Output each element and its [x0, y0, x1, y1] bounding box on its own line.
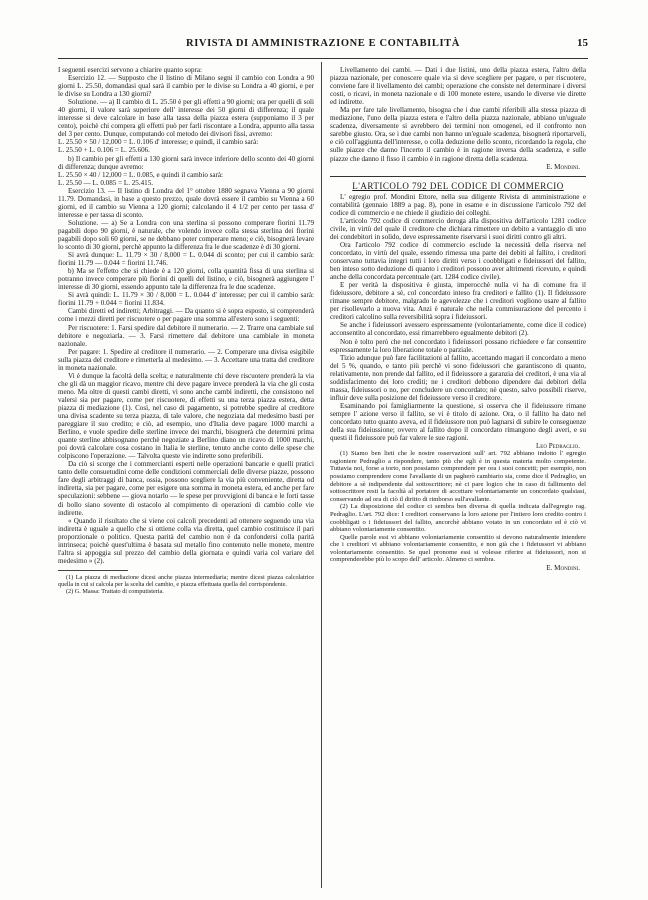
paragraph: I seguenti esercizi servono a chiarire quanto sopra: [58, 66, 202, 74]
header-rule [58, 58, 588, 59]
formula-line: L. 25.50 + L. 0.106 = L. 25.606. [58, 146, 150, 155]
paragraph: Non è tolto però che nel concordato i fideiussori possano richiedere e far consentire espressamente la loro liberazione totale o parziale. [330, 337, 586, 354]
paragraph: Esercizio 13. — Il listino di Londra del 1° ottobre 1880 segnava Vienna a 90 giorni 11.79. Domandasi, in base a questo prezzo, quale dovrà essere il cambio su Vienna a 60 giorni, ed il cambio su Vienna a 120 giorni; calcolando il 4 1/2 per cento per tassa d' interesse e per tassa di sconto. [58, 186, 314, 219]
paragraph: b) Ma se l'effetto che si chiede è a 120 giorni, colla quantità fissa di una sterlina si potranno invece comperare più fiorini di quelli del listino, e ciò, bisognerà aggiungere l' interesse di 30 giorni, essendo appunto tale la differenza fra le due scadenze. [58, 267, 314, 292]
signature: E. Mondini. [546, 162, 580, 171]
footnote: (2) G. Massa: Trattato di computisteria. [66, 587, 164, 595]
paragraph: Da ciò si scorge che i commercianti esperti nelle operazioni bancarie e quelli pratici tanto delle consuetudini come delle condizioni commerciali delle diverse piazze, possono fare degli arbitraggi di banca, ossia, possono scegliere la via più conveniente, diretta od indiretta, sia per pagare, come per esigere una somma in moneta estera, ed anche per fare speculazioni: sebbene — giova notarlo — le spese per provvigioni di banca e le forti tasse di bollo siano sovente di ostacolo al compimento di operazioni di cambio colle vie indirette. [58, 460, 314, 517]
paragraph: Esercizio 12. — Supposto che il listino di Milano segni il cambio con Londra a 90 giorni L. 25.50, domandasi qual sarà il cambio per le divise su Londra a 40 giorni, e per le divise su Londra a 130 giorni? [58, 74, 314, 99]
paragraph: Per pagare: 1. Spedire al creditore il numerario. — 2. Comperare una divisa esigibile sulla piazza del creditore e rimetterla al medesimo. — 3. Accettare una tratta del creditore in moneta nazionale. [58, 347, 314, 372]
journal-title: RIVISTA DI AMMINISTRAZIONE E CONTABILITÀ [186, 38, 460, 49]
paragraph: L'articolo 792 codice di commercio deroga alla dispositiva dell'articolo 1281 codice civile, in virtù del quale il creditore che dichiara rimettere un debito a vantaggio di uno dei condebitori in solido, deve espressamente riservarsi i suoi diritti contro gli altri. [330, 216, 586, 241]
left-column [58, 66, 314, 595]
paragraph: Per riscuotere: 1. Farsi spedire dal debitore il numerario. — 2. Trarre una cambiale sul debitore e negoziarla. — 3. Farsi rimettere dal debitore una cambiale in moneta nazionale. [58, 323, 314, 348]
signature: E. Mondini. [546, 564, 580, 573]
paragraph: Esaminando poi famigliarmente la questione, si osserva che il fideiussore rimane sempre l' azione verso il fallito, se vi è titolo di azione. Ora, o il fallito ha dato nel concordato tutto quanto aveva, ed il fideiussore non può lagnarsi di subire le conseguenze della sua fideiussione; ovvero al fallito dopo il concordato rimangono degli averi, e su questi il fideiussore può far valere le sue ragioni. [330, 401, 586, 443]
paragraph: Vi è dunque la facoltà della scelta; e naturalmente chi deve riscuotere prenderà la via che gli dà un maggior ricavo, mentre chi deve pagare invece prenderà la via che gli costa meno. Ma oltre di questi cambi diretti, vi sono anche cambi indiretti, che consistono nel valersi sia per pagare, come per riscuotere, di effetti su una terza piazza estera, detta piazza di mediazione (1). Così, nel caso di pagamento, si potrebbe spedire al creditore una divisa scadente su terza piazza, di tale valore, che negoziata dal medesimo basti per pareggiare il suo credito; e ciò, ad esempio, uno d'Italia deve pagare 1000 marchi a Berlino, e vuole spedire delle sterline invece dei marchi, bisognerà che determini prima quante sterline abbisognano perchè negoziate a Berlino diano un ricavo di 1000 marchi, poi dovrà calcolare cosa costano in Italia le sterline, tenuto anche conto delle spese che colpiscono l'operazione. — Talvolta queste vie indirette sono preferibili. [58, 371, 314, 461]
paragraph: Ma per fare tale livellamento, bisogna che i due cambi riferibili alla stessa piazza di mediazione, l'uno della piazza estera e l'altro della piazza nazionale, abbiano un'uguale scadenza, diversamente si avrebbero dei termini non omogenei, ed il confronto non sarebbe giusto. Ora, se i due cambi non hanno un'eguale scadenza, bisognerà riportarveli, e ciò coll'aggiunta dell'interesse, o colla deduzione dello sconto, ricordando la regola, che sulle piazze che danno l'incerto il cambio è in ragione inversa della scadenza, e sulle piazze che danno il fisso il cambio è in ragione diretta della scadenza. [330, 106, 586, 163]
formula-line: Si avrà dunque: L. 11.79 × 30 / 8,000 = L. 0.044 di sconto; per cui il cambio sarà: fiorini 11.79 — 0.044 = fiorini 11.746. [58, 251, 314, 268]
paragraph: (2) La disposizione del codice ci sembra ben diversa di quella indicata dall'egregio rag. Pedraglio. L'art. 792 dice: I creditori conservano la loro azione per l'intiero loro credito contro i coobbligati o i fideiussori del fallito, ancorchè abbiano votato in un concordato ed è ciò vi abbiano volontariamente consentito. [330, 503, 586, 534]
right-column [330, 66, 586, 572]
footnotes [58, 574, 314, 595]
footnote: (1) La piazza di mediazione dicesi anche piazza intermediaria; mentre dicesi piazza calcolatrice quella in cui si calcola per la scelta del cambio, e piazza effettuata quella del corrispondente. [58, 573, 314, 588]
paragraph: E per verità la dispositiva è giusta, imperocchè nulla vi ha di comune fra il fideiussore, debitore a sè, col concordato inteso fra creditori e fallito (1). Il fideiussore rimane sempre debitore, malgrado le agevolezze che i creditori vogliono usare al fallito per risollevarlo a nuova vita. Anzi è naturale che nella commisurazione del percento i creditori calcolino sulla reversibilità sopra i fideiussori. [330, 281, 586, 322]
paragraph: Cambi diretti ed indiretti; Arbitraggi. — Da quanto si è sopra esposto, si comprenderà come i mezzi diretti per riscuotere o per pagare una somma all'estero sono i seguenti: [58, 307, 314, 324]
section-rule [330, 176, 586, 177]
formula-line: L. 25.50 × 50 / 12,000 = L. 0.106 d' interesse; e quindi, il cambio sarà: [58, 138, 259, 147]
paragraph: Se anche i fideiussori avessero espressamente (volontariamente, come dice il codice) acconsentito al concordato, essi rimarrebbero egualmente debitori (2). [330, 321, 586, 338]
editor-notes [330, 450, 586, 564]
page-header [58, 38, 588, 54]
paragraph: « Quando il risultato che si viene coi calcoli precedenti ad ottenere seguendo una via indiretta è uguale a quello che si ottiene colla via diretta, quel cambio costituisce il pari proporzionale o politico. Questa parità del cambio non è da confondersi colla parità intrinseca; poichè quest'ultima è basata sul metallo fino contenuto nelle monete, mentre l'altra si appoggia sul prezzo del cambio della giornata e quindi varia col variare del medesimo » (2). [58, 516, 314, 565]
paragraph: (1) Siamo ben lieti che le nostre osservazioni sull' art. 792 abbiano indotto l' egregio ragioniere Pedraglio a rispondere, tanto più che egli è in questa materia molto competente. Tuttavia noi, forse a torto, non possiamo comprendere per ora i suoi concetti; per esempio, non possiamo comprendere come l'avallante di un pagherò cambiario sia, come dice il Pedraglio, un debitore a sè indipendente dal sottoscrittore; nè ci pare logico che in caso di fallimento del sottoscrittore resti la facoltà al portatore di accettare volontariamente un concordato qualsiasi, conservando ad ora di ciò il diritto di rimborso sull'avallante. [330, 450, 586, 503]
paragraph: b) Il cambio per gli effetti a 130 giorni sarà invece inferiore dello sconto dei 40 giorni di differenza; dunque avremo: [58, 154, 314, 171]
formula-line: Si avrà quindi: L. 11.79 × 30 / 8,000 = L. 0.044 d' interesse; per cui il cambio sarà: fiorini 11.79 + 0.044 = fiorini 11.834. [58, 291, 314, 308]
paragraph: Livellamento dei cambi. — Dati i due listini, uno della piazza estera, l'altro della piazza nazionale, per conoscere quale via si deve scegliere per pagare, o per riscuotere, conviene fare il livellamento dei cambi; operazione che consiste nel determinare i diversi costi, o ricavi, in moneta nazionale e di 100 monete estere, usando le diverse vie dirette ed indirette. [330, 66, 586, 107]
signature: Leo Pedraglio. [535, 442, 580, 451]
paragraph: Ora l'articolo 792 codice di commercio esclude la necessità della riserva nel concordato, in virtù del quale, essendo rimessa una parte dei debiti al fallito, i creditori conservano tuttavia integri tutti i loro diritti verso i coobbligati e fideiussori del fallito, ben inteso sotto deduzione di quanto i creditori possono aver altrimenti ricevuto, e quindi anche della concordata percentuale (art. 1284 codice civile). [330, 240, 586, 282]
column-divider [321, 62, 322, 888]
footnote-rule [58, 570, 128, 571]
paragraph: Quelle parole essi vi abbiano volontariamente consentito si devono naturalmente intendere che i creditori vi abbiano volontariamente consentito, e non già che i fideiussori vi abbiano volontariamente consentito. Se quel pronome essi si volesse riferire ai fideiussori, non si comprenderebbe più lo scopo dell' articolo. Almeno ci sembra. [330, 533, 586, 564]
paragraph: Soluzione. — a) Il cambio di L. 25.50 è per gli effetti a 90 giorni; ora per quelli di soli 40 giorni, il valore sarà superiore dell' interesse dei 50 giorni di differenza; il quale interesse si deve calcolare in base alla tassa della piazza estera (supponiamo il 3 per cento), poichè chi compera gli effetti può per farli riscontare a Londra, appunto alla tassa del 3 per cento. Dunque, computando col metodo dei divisori fissi, avremo: [58, 98, 314, 139]
formula-line: L. 25.50 × 40 / 12,000 = L. 0.085, e quindi il cambio sarà: [58, 170, 224, 179]
page-number: 15 [577, 37, 588, 49]
article-title: L'ARTICOLO 792 DEL CODICE DI COMMERCIO [352, 180, 564, 191]
paragraph: L' egregio prof. Mondini Ettore, nella sua diligente Rivista di amministrazione e contabilità (gennaio 1889 a pag. 8), pone in esame e in discussione l'articolo 792 del codice di commercio e ne chiede il giudizio dei colleghi. [330, 192, 586, 217]
paragraph: Tizio adunque può fare facilitazioni al fallito, accettando magari il concordato a meno del 5 %, quando, e tanto più perchè vi sono fideiussori che garantiscono di quanto, relativamente, non prende dal fallito, ed il fideiussore a garanzia dei creditori, è una via al soddisfacimento dei loro crediti; ne i creditori debbono dipendere dai debitori della massa, fideiussori o no, per concludere un concordato; nè questo, salvo possibili riserve, influir deve sulla posizione del fideiussore verso il creditore. [330, 353, 586, 402]
paragraph: Soluzione. — a) Se a Londra con una sterlina si possono comperare fiorini 11.79 pagabili dopo 90 giorni, è naturale, che volendo invece colla stessa sterlina dei fiorini pagabili dopo soli 60 giorni, se ne debbano poter comperare meno; e ciò, bisognerà levare lo sconto di 30 giorni, perchè appunto la differenza fra le due scadenze è di 30 giorni. [58, 218, 314, 252]
formula-line: L. 25.50 — L. 0.085 = L. 25.415. [58, 178, 154, 187]
